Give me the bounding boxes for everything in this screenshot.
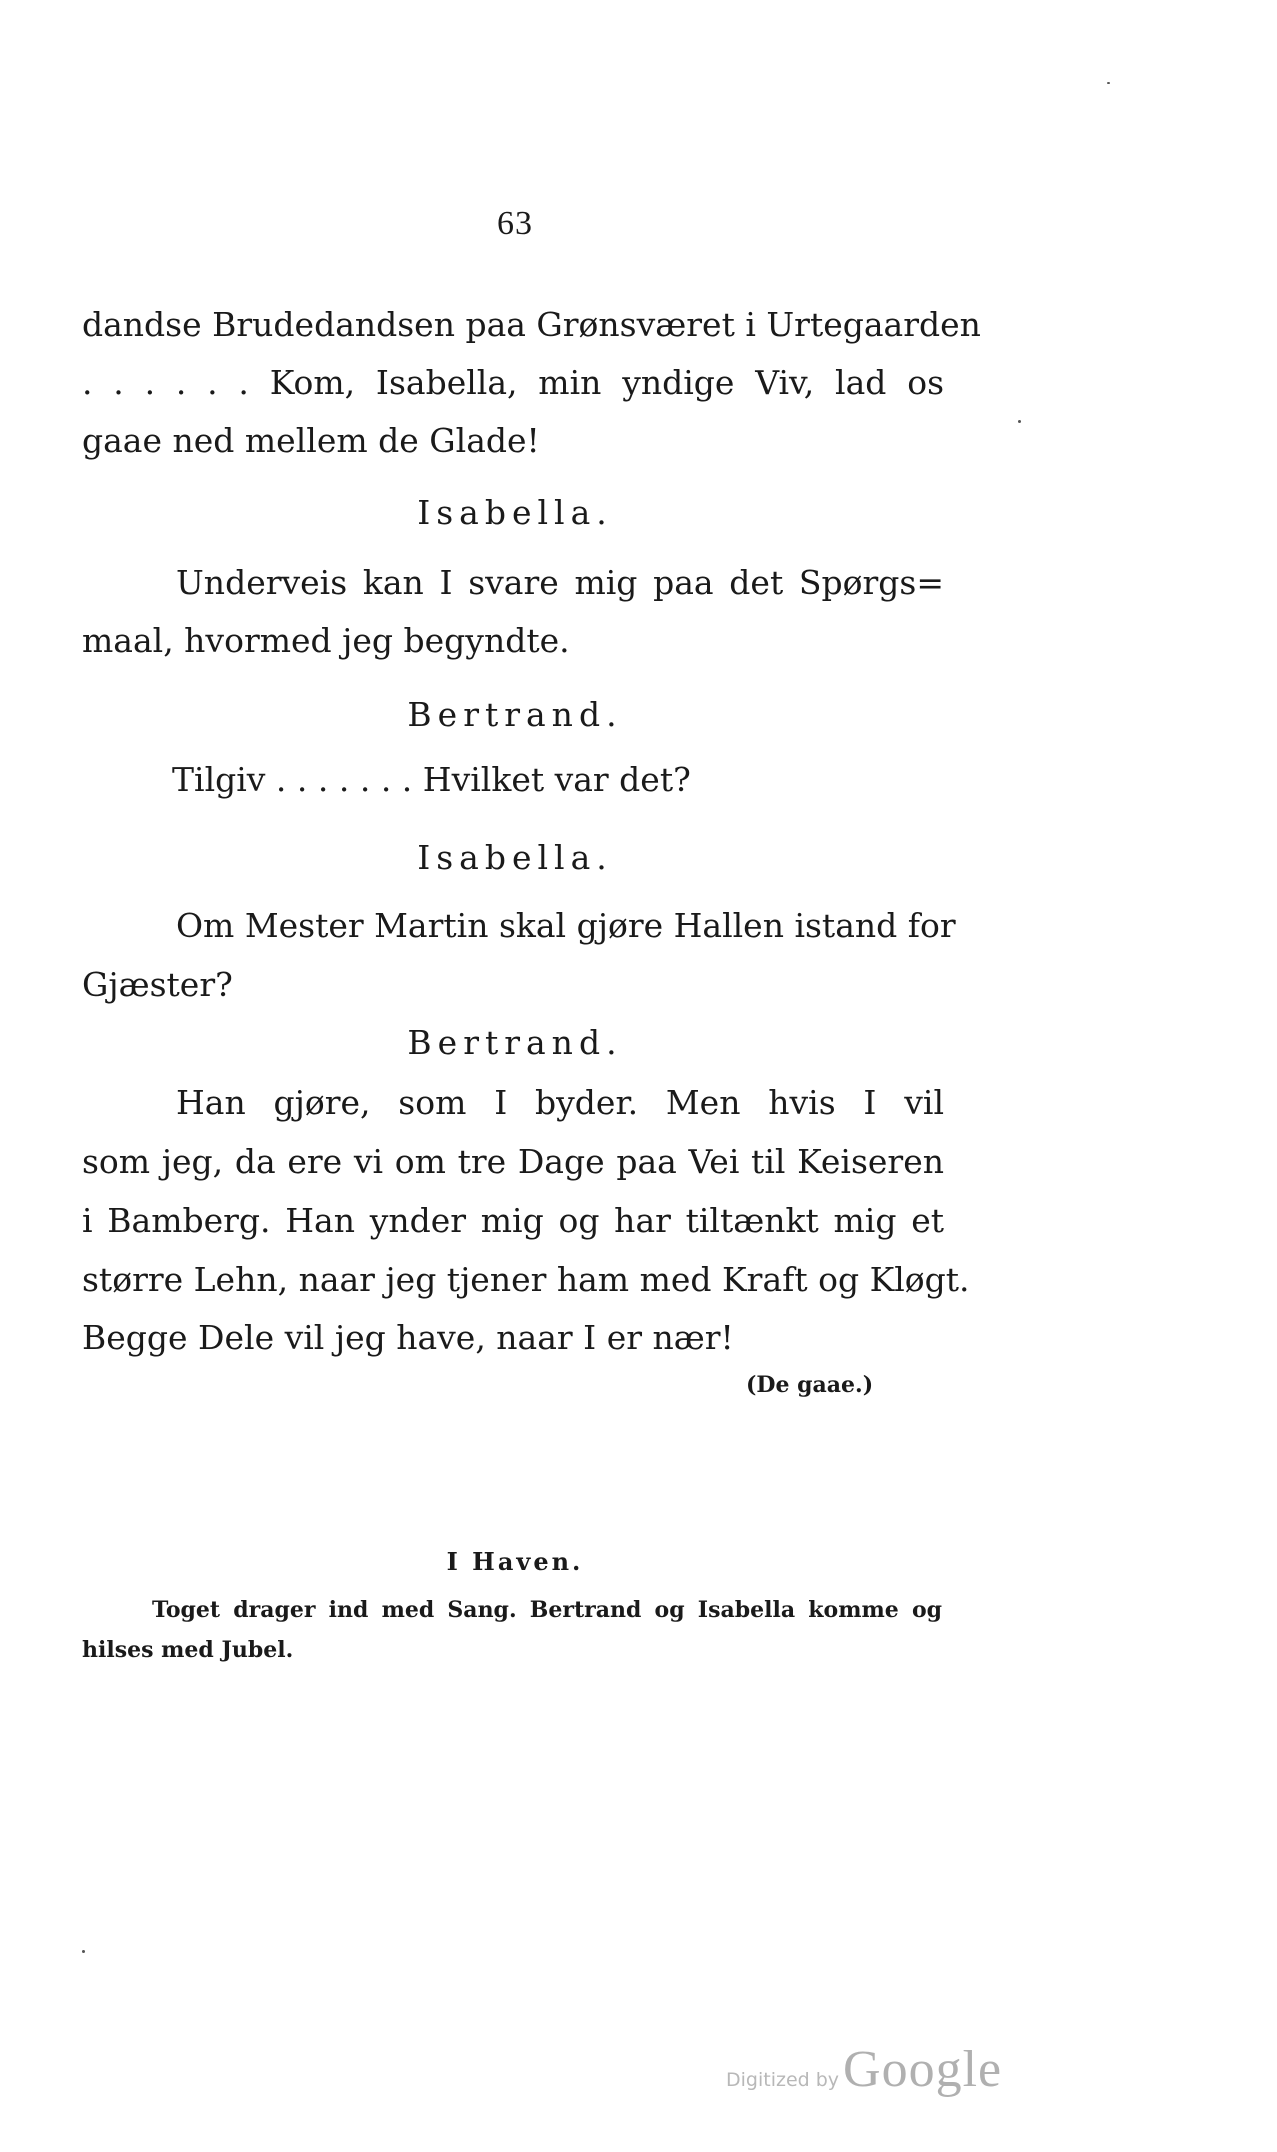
text-line: Gjæster? — [82, 965, 233, 1004]
digitized-watermark — [726, 2040, 1002, 2099]
scan-speck — [1018, 420, 1021, 423]
text-line: større Lehn, naar jeg tjener ham med Kraft og Kløgt. — [82, 1260, 970, 1299]
text-line: dandse Brudedandsen paa Grønsværet i Urtegaarden — [82, 305, 981, 344]
stage-direction: (De gaae.) — [746, 1372, 874, 1398]
speaker-name: Bertrand. — [407, 695, 623, 734]
watermark-brand-logo: Google — [843, 2041, 1003, 2098]
scan-speck — [82, 1950, 85, 1953]
page-number: 63 — [497, 205, 533, 242]
scene-title: I Haven. — [446, 1547, 584, 1576]
text-line: Begge Dele vil jeg have, naar I er nær! — [82, 1318, 734, 1357]
text-line: Om Mester Martin skal gjøre Hallen istand for — [176, 906, 956, 945]
text-line: . . . . . . Kom, Isabella, min yndige Viv, lad os — [82, 363, 944, 402]
scene-direction-line: hilses med Jubel. — [82, 1637, 294, 1663]
text-line: Tilgiv . . . . . . . Hvilket var det? — [172, 760, 691, 799]
watermark-prefix: Digitized by — [726, 2069, 840, 2091]
speaker-name: Bertrand. — [407, 1023, 623, 1062]
text-line: som jeg, da ere vi om tre Dage paa Vei til Keiseren — [82, 1142, 944, 1181]
speaker-name: Isabella. — [417, 493, 613, 532]
text-line: gaae ned mellem de Glade! — [82, 421, 540, 460]
speaker-name: Isabella. — [417, 838, 613, 877]
text-line: Han gjøre, som I byder. Men hvis I vil — [176, 1083, 944, 1122]
scan-speck — [1107, 82, 1110, 84]
text-line: maal, hvormed jeg begyndte. — [82, 621, 570, 660]
scene-direction-line: Toget drager ind med Sang. Bertrand og Isabella komme og — [152, 1597, 942, 1623]
text-line: i Bamberg. Han ynder mig og har tiltænkt mig et — [82, 1201, 944, 1240]
text-line: Underveis kan I svare mig paa det Spørgs= — [176, 563, 944, 602]
